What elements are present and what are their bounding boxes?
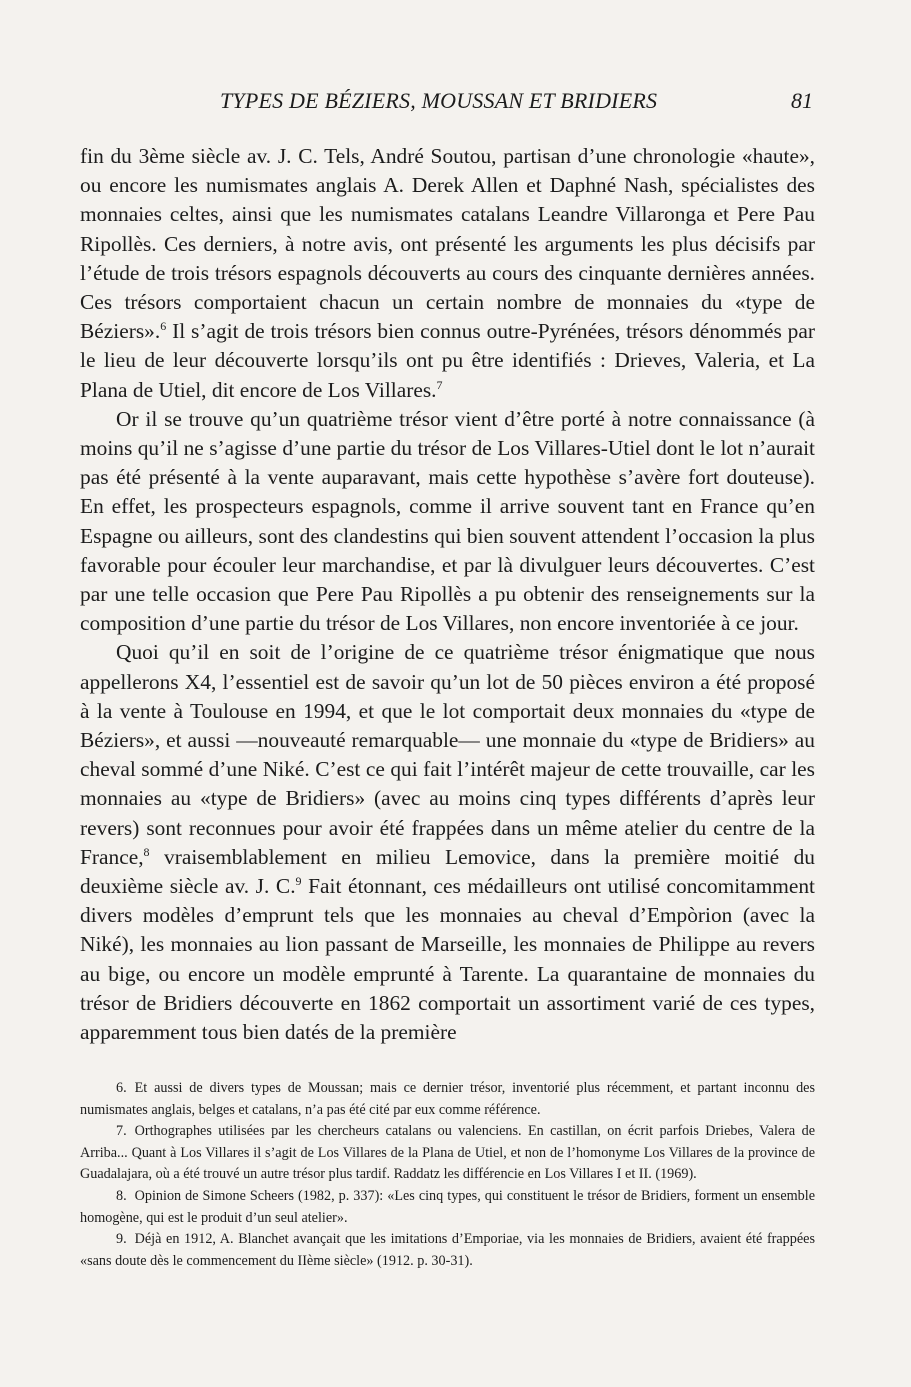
footnote-number: 6.	[116, 1080, 127, 1096]
footnote-text: Orthographes utilisées par les chercheurs catalans ou valenciens. En castillan, on écrit parfois Driebes, Valera de Arriba... Quant à Los Villares il s’agit de Los Villares de la Plana de Utiel, et non de l’homonyme Los Villares de la province de Guadalajara, où a été trouvé un autre trésor plus tardif. Raddatz les différencie en Los Villares I et II. (1969).	[80, 1123, 815, 1183]
footnote-9	[80, 1229, 815, 1272]
footnote-6	[80, 1078, 815, 1121]
paragraph-1-text-b: Il s’agit de trois trésors bien connus outre-Pyrénées, trésors dénommés par le lieu de leur découverte lorsqu’ils ont pu être identifiés : Drieves, Valeria, et La Plana de Utiel, dit encore de Los Villares.	[80, 319, 815, 402]
footnote-ref-8[interactable]: 8	[143, 844, 150, 859]
footnote-7	[80, 1121, 815, 1186]
running-header	[80, 86, 815, 116]
page-number: 81	[791, 88, 813, 113]
paragraph-1-text-a: fin du 3ème siècle av. J. C. Tels, André Soutou, partisan d’une chronologie «haute», ou encore les numismates anglais A. Derek Allen et Daphné Nash, spécialistes des monnaies celtes, ainsi que les numismates catalans Leandre Villaronga et Pere Pau Ripollès. Ces derniers, à notre avis, ont présenté les arguments les plus décisifs par l’étude de trois trésors espagnols découverts au cours des cinquante dernières années. Ces trésors comportaient chacun un certain nombre de monnaies du «type de Béziers».	[80, 144, 815, 344]
footnote-text: Opinion de Simone Scheers (1982, p. 337): «Les cinq types, qui constituent le trésor de Bridiers, forment un ensemble homogène, qui est le produit d’un seul atelier».	[80, 1187, 815, 1226]
footnote-number: 7.	[116, 1123, 127, 1140]
paragraph-1	[80, 142, 815, 405]
footnote-ref-9[interactable]: 9	[295, 874, 302, 889]
footnote-8	[80, 1186, 815, 1229]
paragraph-2-text: Or il se trouve qu’un quatrième trésor vient d’être porté à notre connaissance (à moins qu’il ne s’agisse d’une partie du trésor de Los Villares-Utiel dont le lot n’aurait pas été présenté à la vente auparavant, mais cette hypothèse s’avère fort douteuse). En effet, les prospecteurs espagnols, comme il arrive souvent tant en France qu’en Espagne ou ailleurs, sont des clandestins qui bien souvent attendent l’occasion la plus favorable pour écouler leur marchandise, et par là divulguer leurs découvertes. C’est par une telle occasion que Pere Pau Ripollès a pu obtenir des renseignements sur la composition d’une partie du trésor de Los Villares, non encore inventoriée à ce jour.	[80, 406, 815, 636]
paragraph-3-text-c: Fait étonnant, ces médailleurs ont utilisé concomitamment divers modèles d’emprunt tels que les monnaies au cheval d’Empòrion (avec la Niké), les monnaies au lion passant de Marseille, les monnaies de Philippe au revers au bige, ou encore un modèle emprunté à Tarente. La quarantaine de monnaies du trésor de Bridiers découverte en 1862 comportait un assortiment varié de ces types, apparemment tous bien datés de la première	[80, 874, 816, 1045]
paragraph-2	[80, 405, 815, 639]
footnote-text: Et aussi de divers types de Moussan; mais ce dernier trésor, inventorié plus récemment, et partant inconnu des numismates anglais, belges et catalans, n’a pas été cité par eux comme référence.	[80, 1080, 815, 1118]
paragraph-3	[80, 638, 815, 1047]
footnote-ref-6[interactable]: 6	[160, 319, 167, 334]
running-title: TYPES DE BÉZIERS, MOUSSAN ET BRIDIERS	[220, 88, 658, 113]
footnotes	[80, 1078, 815, 1272]
footnote-ref-7[interactable]: 7	[436, 377, 443, 392]
footnote-text: Déjà en 1912, A. Blanchet avançait que les imitations d’Emporiae, via les monnaies de Bridiers, avaient été frappées «sans doute dès le commencement du IIème siècle» (1912. p. 30-31).	[80, 1231, 815, 1269]
main-text	[80, 142, 815, 1047]
paragraph-3-text-a: Quoi qu’il en soit de l’origine de ce quatrième trésor énigmatique que nous appellerons X4, l’essentiel est de savoir qu’un lot de 50 pièces environ a été proposé à la vente à Toulouse en 1994, et que le lot comportait deux monnaies du «type de Béziers», et aussi —nouveauté remarquable— une monnaie du «type de Bridiers» au cheval sommé d’une Niké. C’est ce qui fait l’intérêt majeur de cette trouvaille, car les monnaies au «type de Bridiers» (avec au moins cinq types différents d’après leur revers) sont reconnues pour avoir été frappées dans un même atelier du centre de la France,	[80, 640, 815, 869]
footnote-number: 8.	[116, 1187, 127, 1204]
footnote-number: 9.	[116, 1231, 127, 1248]
paragraph-3-text-b: vraisemblablement en milieu Lemovice, dans la première moitié du deuxième siècle av. J. C.	[80, 844, 815, 899]
